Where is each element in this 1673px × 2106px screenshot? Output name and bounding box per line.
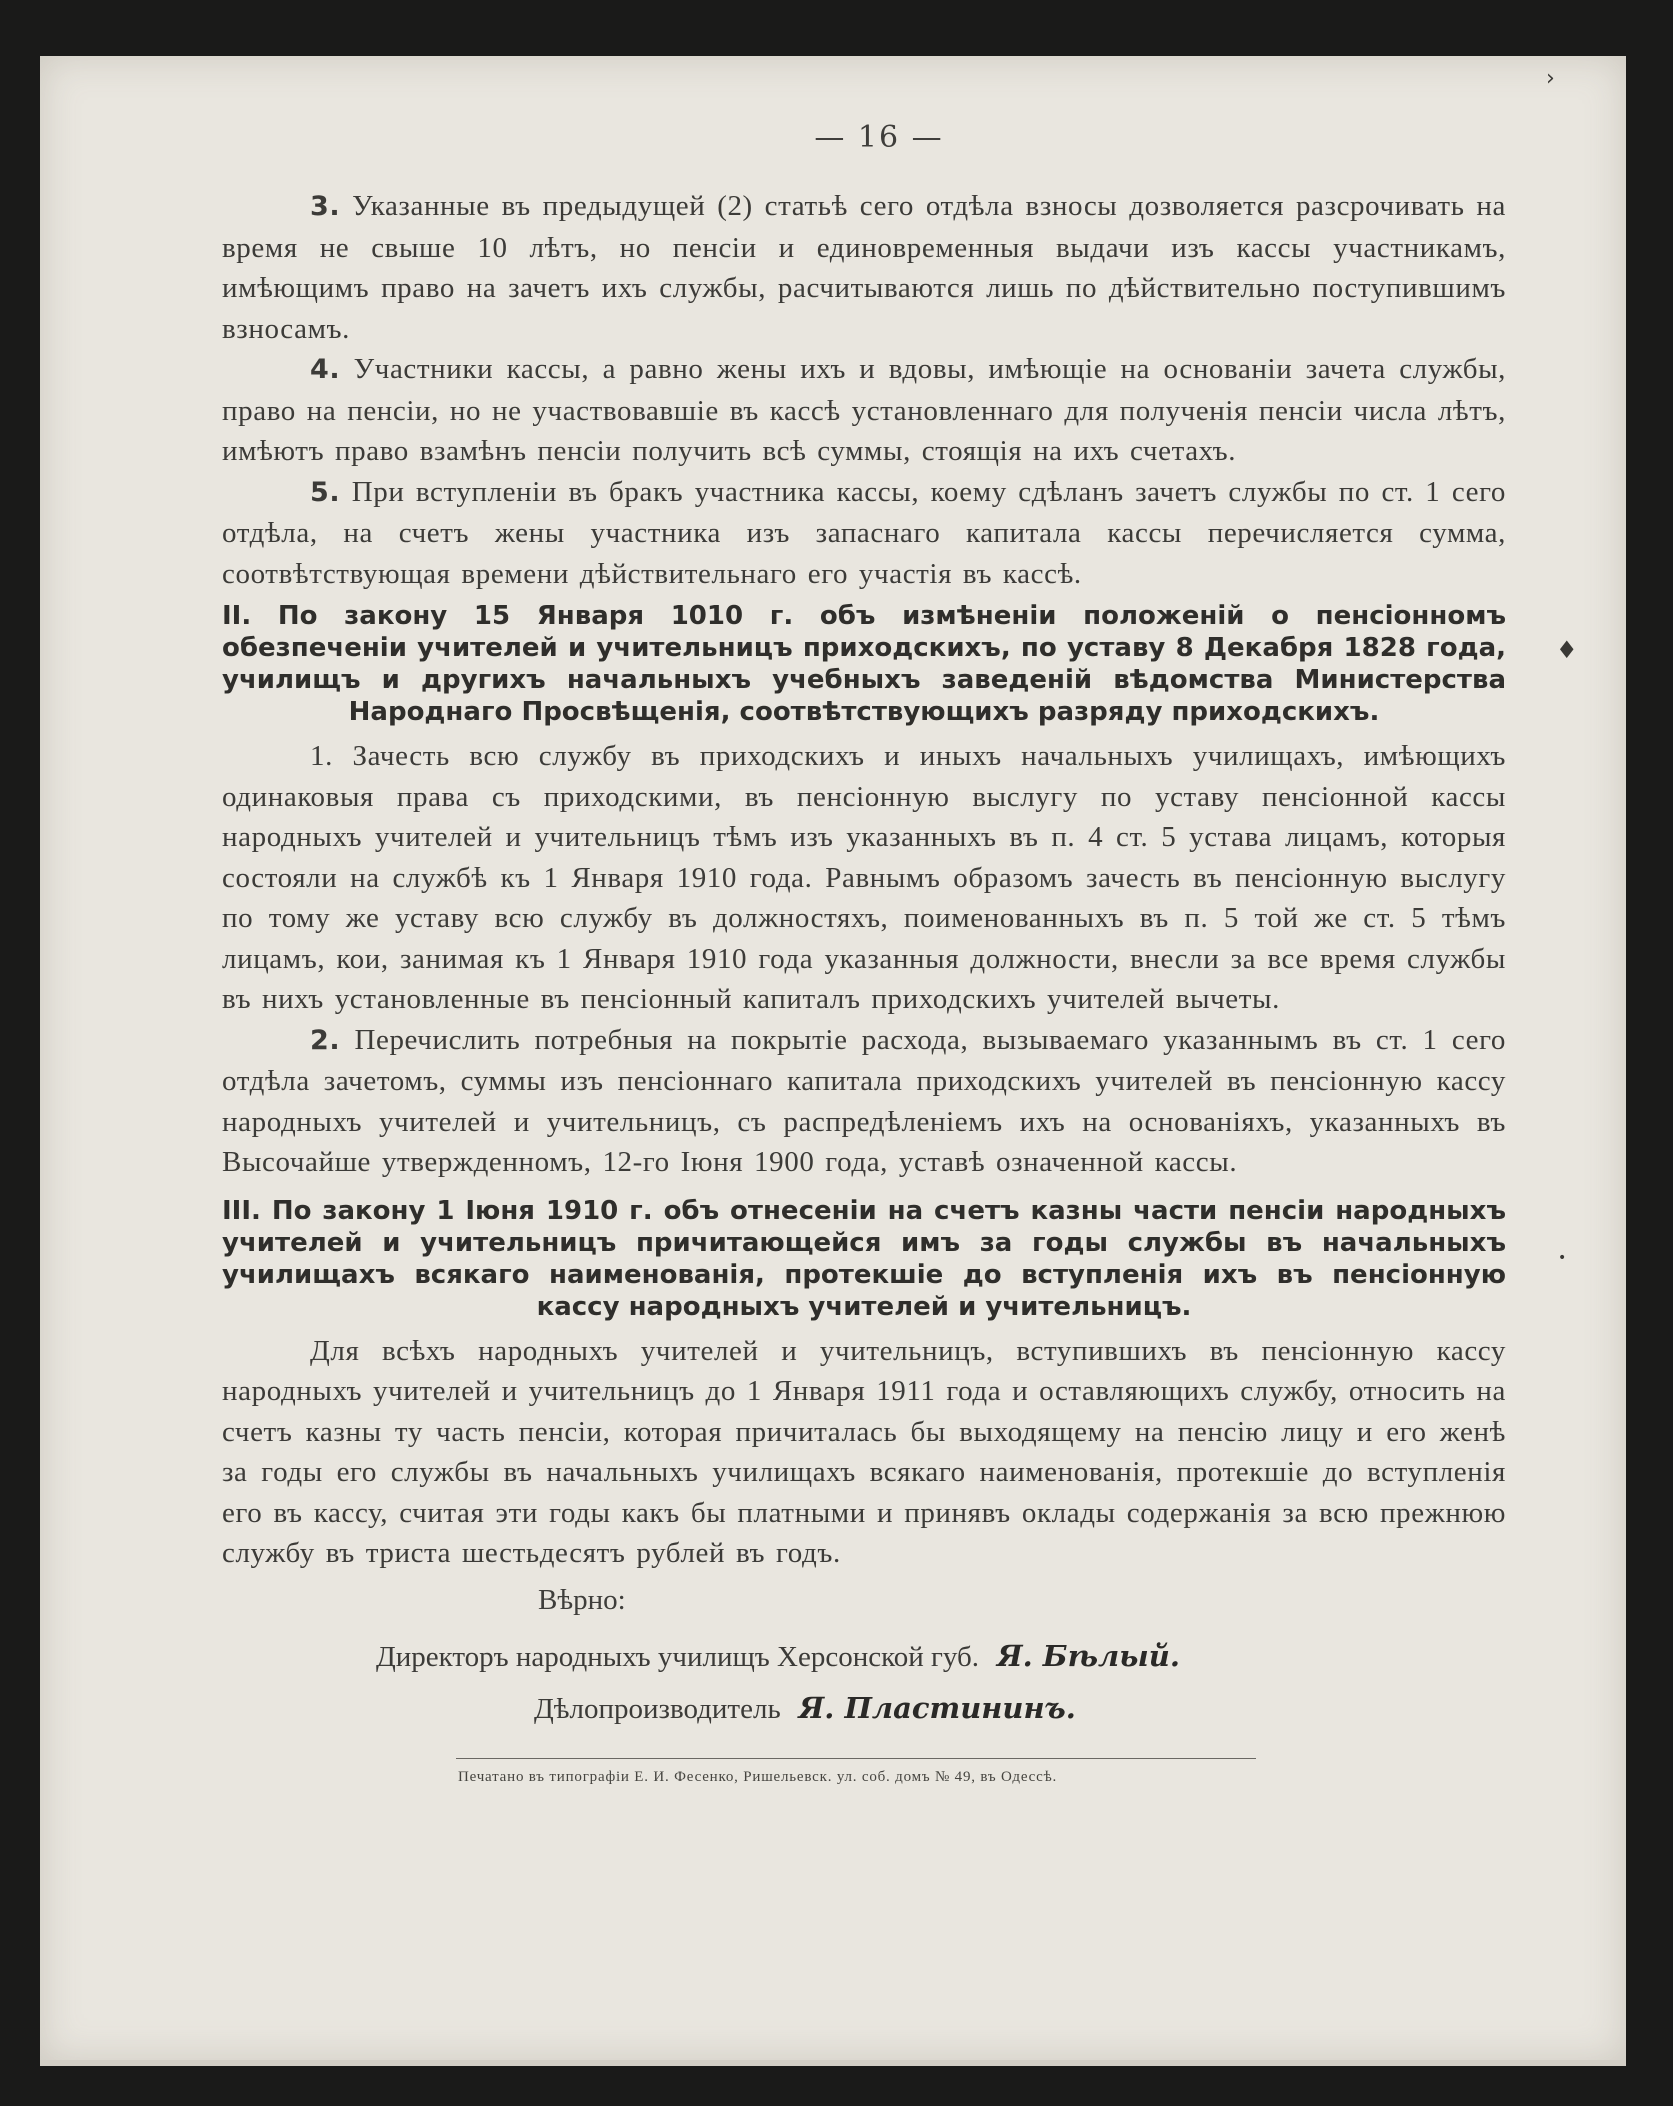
paragraph-5 [222, 472, 1506, 595]
signature-clerk [534, 1682, 1506, 1734]
paragraph-text: Указанные въ предыдущей (2) статьѣ сего отдѣла взносы дозволяется разсрочивать на время не свыше 10 лѣтъ, но пенсіи и единовременныя выдачи изъ кассы участникамъ, имѣющимъ право на зачетъ ихъ службы, расчитываются лишь по дѣйствительно поступившимъ взносамъ. [222, 190, 1506, 345]
margin-mark-lower: • [1558, 1250, 1567, 1266]
paragraph-text: Перечислить потребныя на покрытіе расхода, вызываемаго указаннымъ въ ст. 1 сего отдѣла зачетомъ, суммы изъ пенсіоннаго капитала приходскихъ учителей въ пенсіонную кассу народныхъ учителей и учительницъ, съ распредѣленіемъ ихъ на основаніяхъ, указанныхъ въ Высочайше утвержденномъ, 12-го Іюня 1900 года, уставѣ означенной кассы. [222, 1023, 1506, 1178]
paragraph-number: 4. [310, 354, 341, 385]
signatory-name: Я. Бѣлый. [997, 1638, 1180, 1673]
certification-label: Вѣрно: [538, 1583, 626, 1616]
section-iii-heading: III. По закону 1 Іюня 1910 г. объ отнесеніи на счетъ казны части пенсіи народныхъ учителей и учительницъ причитающейся имъ за годы службы въ начальныхъ училищахъ всякаго наименованія, протекшіе до вступленія ихъ въ пенсіонную кассу народныхъ учителей и учительницъ. [222, 1195, 1506, 1322]
section-i-continuation [222, 186, 1506, 594]
paragraph-number: 2. [310, 1024, 341, 1056]
section-ii [222, 736, 1506, 1183]
paragraph-text: При вступленіи въ бракъ участника кассы, коему сдѣланъ зачетъ службы по ст. 1 сего отдѣла, на счетъ жены участника изъ запаснаго капитала кассы перечисляется сумма, соотвѣтствующая времени дѣйствительнаго его участія въ кассѣ. [222, 475, 1506, 590]
paragraph-4 [222, 349, 1506, 472]
paragraph-text: Участники кассы, а равно жены ихъ и вдовы, имѣющіе на основаніи зачета службы, право на пенсіи, но не участвовавшіе въ кассѣ установленнаго для полученія пенсіи числа лѣтъ, имѣютъ право взамѣнъ пенсіи получить всѣ суммы, стоящія на ихъ счетахъ. [222, 353, 1507, 467]
paragraph-1 [222, 736, 1506, 1020]
signatory-title: Дѣлопроизводитель [534, 1692, 781, 1725]
paragraph-2 [222, 1020, 1506, 1183]
paragraph-3 [222, 186, 1506, 349]
printer-imprint: Печатано въ типографіи Е. И. Фесенко, Ришельевск. ул. соб. домъ № 49, въ Одессѣ. [458, 1768, 1058, 1785]
paragraph-main: Для всѣхъ народныхъ учителей и учительницъ, вступившихъ въ пенсіонную кассу народныхъ учителей и учительницъ до 1 Января 1911 года и оставляющихъ службу, относить на счетъ казны ту часть пенсіи, которая причиталась бы выходящему на пенсію лицу и его женѣ за годы его службы въ начальныхъ училищахъ всякаго наименованія, протекшіе до вступленія его въ кассу, считая эти годы какъ бы платными и принявъ оклады содержанія за всю прежнюю службу въ триста шестьдесятъ рублей въ годъ. [222, 1334, 1506, 1569]
document-page [222, 120, 1506, 1786]
margin-mark-top: › [1546, 66, 1555, 91]
signature-director [376, 1630, 1506, 1682]
paragraph-number: 5. [310, 476, 341, 508]
sheet-bottom-edge [40, 2060, 1626, 2066]
paragraph-text: Зачесть всю службу въ приходскихъ и иныхъ начальныхъ училищахъ, имѣющихъ одинаковыя права съ приходскими, въ пенсіонную выслугу по уставу пенсіонной кассы народныхъ учителей и учительницъ тѣмъ изъ указанныхъ въ п. 4 ст. 5 устава лицамъ, которыя состояли на службѣ къ 1 Января 1910 года. Равнымъ образомъ зачесть въ пенсіонную выслугу по тому же уставу всю службу въ должностяхъ, поименованныхъ въ п. 5 той же ст. 5 тѣмъ лицамъ, кои, занимая къ 1 Января 1910 года указанныя должности, внесли за все время службы въ нихъ установленные въ пенсіонный капиталъ приходскихъ учителей вычеты. [222, 740, 1506, 1015]
page-number: — 16 — [814, 120, 944, 155]
section-ii-heading: II. По закону 15 Января 1010 г. объ измѣненіи положеній о пенсіонномъ обезпеченіи учителей и учительницъ приходскихъ, по уставу 8 Декабря 1828 года, училищъ и другихъ начальныхъ учебныхъ заведеній вѣдомства Министерства Народнаго Просвѣщенія, соотвѣтствующихъ разряду приходскихъ. [222, 601, 1506, 727]
paragraph-number: 3. [310, 191, 341, 222]
imprint-rule [456, 1758, 1256, 1759]
signatory-title: Директоръ народныхъ училищъ Херсонской губ. [376, 1640, 980, 1673]
section-iii [222, 1331, 1506, 1574]
paragraph-number: 1. [310, 740, 333, 772]
margin-mark-middle: ♦ [1556, 636, 1578, 664]
signatory-name: Я. Пластининъ. [798, 1690, 1076, 1725]
